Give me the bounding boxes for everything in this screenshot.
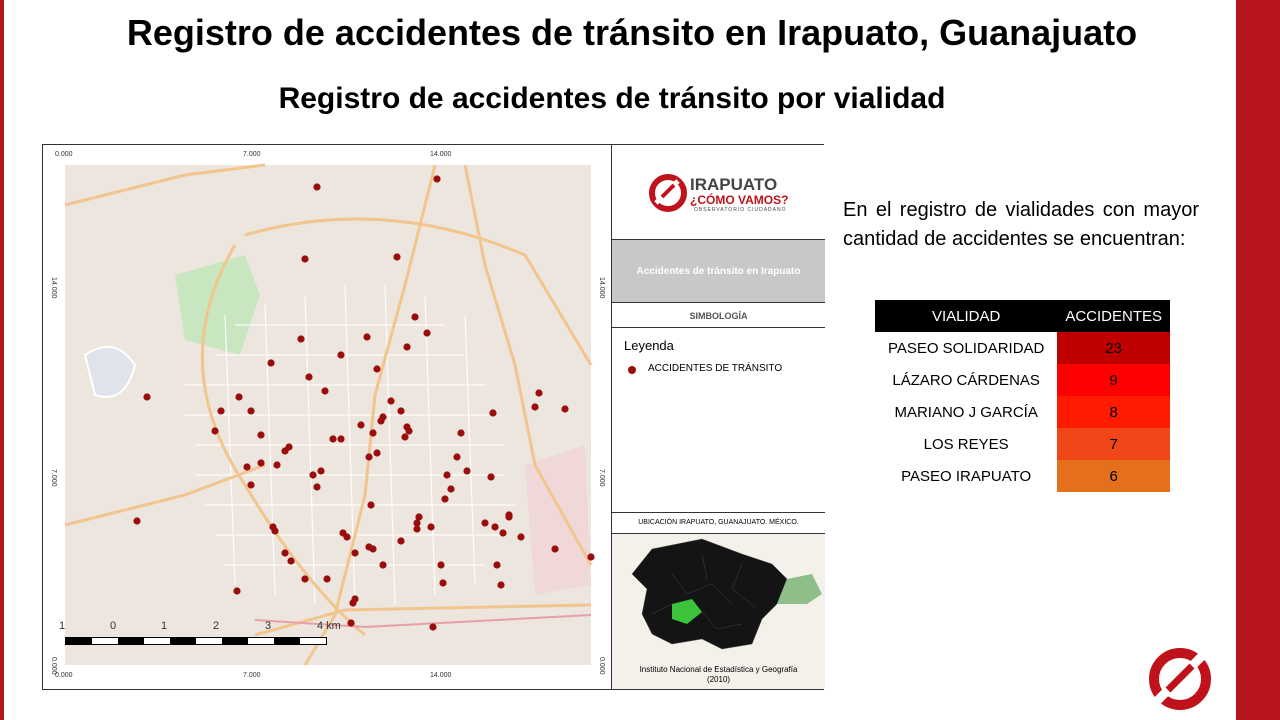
logo-name: IRAPUATO <box>690 175 778 194</box>
accident-point <box>401 433 408 440</box>
accident-point <box>321 387 328 394</box>
scale-label-2: 1 <box>161 620 168 632</box>
accident-point <box>329 435 336 442</box>
accident-point <box>447 485 454 492</box>
coord-bottom-2: 14.000 <box>430 672 452 679</box>
vialidad-cell: PASEO IRAPUATO <box>875 460 1057 492</box>
accident-point <box>267 359 274 366</box>
accidentes-cell: 8 <box>1057 396 1170 428</box>
accident-point <box>369 429 376 436</box>
accident-point <box>351 549 358 556</box>
accident-point <box>217 407 224 414</box>
page-subtitle: Registro de accidentes de tránsito por vialidad <box>278 82 946 115</box>
coord-bottom-1: 7.000 <box>243 672 261 679</box>
location-caption: UBICACIÓN IRAPUATO, GUANAJUATO. MÉXICO. <box>612 513 825 534</box>
accident-point <box>143 393 150 400</box>
accident-point <box>313 183 320 190</box>
accident-point <box>313 483 320 490</box>
coord-top-0: 0.000 <box>55 151 73 158</box>
accidents-table <box>875 300 1170 492</box>
map-side-panel <box>611 145 825 689</box>
coord-right-2: 0.000 <box>598 657 605 675</box>
accidentes-cell: 23 <box>1057 332 1170 364</box>
coord-left-1: 7.000 <box>50 469 57 487</box>
vialidad-cell: LOS REYES <box>875 428 1057 460</box>
scale-label-5: 4 km <box>317 620 341 632</box>
accident-point <box>497 581 504 588</box>
accident-point <box>365 453 372 460</box>
table-row <box>875 396 1170 428</box>
accident-point <box>233 587 240 594</box>
accident-point <box>133 517 140 524</box>
accident-point <box>423 329 430 336</box>
accident-point <box>301 575 308 582</box>
coord-right-1: 7.000 <box>598 469 605 487</box>
logo-tagline: ¿CÓMO VAMOS? <box>690 193 789 207</box>
accident-point <box>323 575 330 582</box>
accidentes-cell: 6 <box>1057 460 1170 492</box>
logo-mark-icon <box>648 173 688 213</box>
accident-point <box>309 471 316 478</box>
accident-point <box>453 453 460 460</box>
street-map-svg <box>65 165 591 665</box>
accident-point <box>247 481 254 488</box>
table-row <box>875 364 1170 396</box>
location-inset-map <box>612 534 825 689</box>
accident-point <box>429 623 436 630</box>
accident-point <box>297 335 304 342</box>
accident-point <box>287 557 294 564</box>
coord-top-1: 7.000 <box>243 151 261 158</box>
accident-point <box>411 313 418 320</box>
accident-point <box>531 403 538 410</box>
accidentes-cell: 7 <box>1057 428 1170 460</box>
accident-point <box>493 561 500 568</box>
accident-point <box>273 461 280 468</box>
accident-point <box>489 409 496 416</box>
accident-point <box>281 549 288 556</box>
vialidad-cell: MARIANO J GARCÍA <box>875 396 1057 428</box>
accident-point <box>305 373 312 380</box>
accidentes-cell: 9 <box>1057 364 1170 396</box>
accident-point <box>343 533 350 540</box>
scale-label-4: 3 <box>265 620 272 632</box>
source-line-2: (2010) <box>706 675 731 684</box>
vialidad-cell: LÁZARO CÁRDENAS <box>875 364 1057 396</box>
accident-point <box>257 459 264 466</box>
accident-point <box>281 447 288 454</box>
header-accidentes: ACCIDENTES <box>1057 300 1170 332</box>
page-title: Registro de accidentes de tránsito en Irapuato, Guanajuato <box>126 12 1138 53</box>
table-header-row <box>875 300 1170 332</box>
accident-point <box>535 389 542 396</box>
scale-label-1: 0 <box>110 620 117 632</box>
accident-point <box>561 405 568 412</box>
accident-point <box>363 333 370 340</box>
accident-points <box>133 175 594 630</box>
legend-item-label: ACCIDENTES DE TRÁNSITO <box>648 363 783 374</box>
accident-point <box>443 471 450 478</box>
accident-point <box>393 253 400 260</box>
accident-point <box>403 343 410 350</box>
table-row <box>875 332 1170 364</box>
source-caption <box>612 665 825 685</box>
accident-point <box>437 561 444 568</box>
accident-point <box>405 427 412 434</box>
legend-point-icon <box>628 366 636 374</box>
accident-point <box>427 523 434 530</box>
accident-point <box>301 255 308 262</box>
table-row <box>875 460 1170 492</box>
table-row <box>875 428 1170 460</box>
accident-point <box>499 529 506 536</box>
accident-point <box>517 533 524 540</box>
accident-point <box>439 579 446 586</box>
accident-point <box>373 365 380 372</box>
legend-title: Leyenda <box>624 338 674 353</box>
logo-small-text: OBSERVATORIO CIUDADANO <box>694 207 787 213</box>
accident-point <box>257 431 264 438</box>
map-title: Accidentes de tránsito en Irapuato <box>636 265 801 277</box>
accident-point <box>247 407 254 414</box>
coord-right-0: 14.000 <box>598 277 605 299</box>
accident-point <box>487 473 494 480</box>
accident-point <box>373 449 380 456</box>
map-frame <box>42 144 824 690</box>
accident-point <box>481 519 488 526</box>
accident-point <box>377 417 384 424</box>
map-title-box <box>612 240 825 303</box>
accident-point <box>337 351 344 358</box>
legend <box>612 328 825 513</box>
park-area <box>175 255 260 355</box>
accident-point <box>235 393 242 400</box>
accident-point <box>397 537 404 544</box>
source-line-1: Instituto Nacional de Estadística y Geografía <box>639 665 798 674</box>
coord-left-0: 14.000 <box>50 277 57 299</box>
accident-point <box>379 561 386 568</box>
accident-point <box>387 397 394 404</box>
accident-point <box>337 435 344 442</box>
observatory-logo <box>612 145 825 240</box>
accident-point <box>551 545 558 552</box>
simbologia-header: SIMBOLOGÍA <box>612 305 825 328</box>
accident-point <box>441 495 448 502</box>
description-text: En el registro de vialidades con mayor cantidad de accidentes se encuentran: <box>843 199 1199 250</box>
accident-point <box>367 501 374 508</box>
accident-point <box>457 429 464 436</box>
accident-point <box>211 427 218 434</box>
accident-point <box>271 527 278 534</box>
accident-point <box>587 553 594 560</box>
vialidad-cell: PASEO SOLIDARIDAD <box>875 332 1057 364</box>
accident-point <box>505 511 512 518</box>
accident-point <box>491 523 498 530</box>
residential-area <box>85 347 135 397</box>
scale-label-0: 1 <box>59 620 66 632</box>
accident-point <box>463 467 470 474</box>
coord-left-2: 0.000 <box>50 657 57 675</box>
accident-point <box>369 545 376 552</box>
accident-point <box>317 467 324 474</box>
accident-point <box>413 525 420 532</box>
coord-bottom-0: 0.000 <box>55 672 73 679</box>
scale-label-3: 2 <box>213 620 220 632</box>
accident-point <box>433 175 440 182</box>
accident-point <box>243 463 250 470</box>
observatory-logo-icon <box>1144 646 1220 712</box>
header-vialidad: VIALIDAD <box>875 300 1057 332</box>
accident-point <box>347 619 354 626</box>
coord-top-2: 14.000 <box>430 151 452 158</box>
accident-point <box>357 421 364 428</box>
accident-point <box>349 599 356 606</box>
city-map[interactable] <box>59 165 591 665</box>
accident-point <box>397 407 404 414</box>
